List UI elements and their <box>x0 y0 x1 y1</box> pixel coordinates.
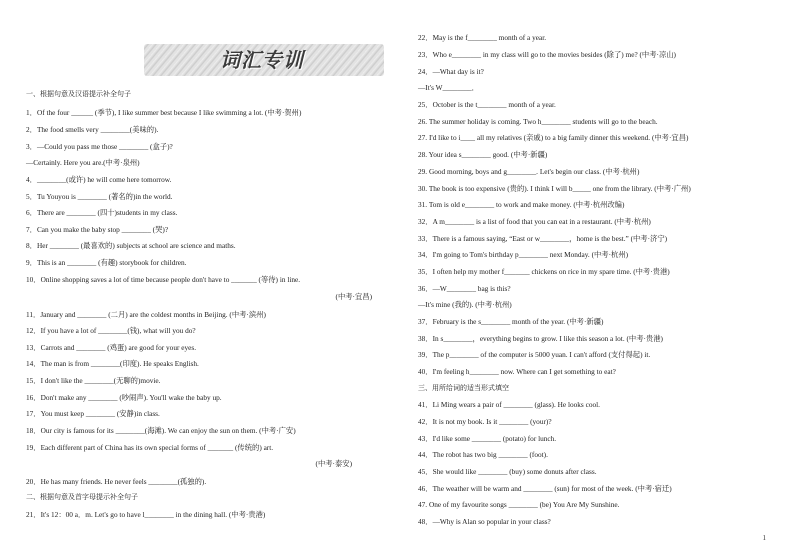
question-32: 32．A m________ is a list of food that you can eat in a restaurant. (中考·杭州) <box>418 217 651 226</box>
question-46: 46．The weather will be warm and ________ (sun) for most of the week. (中考·宿迁) <box>418 484 672 493</box>
question-47: 47. One of my favourite songs ________ (be) You Are My Sunshine. <box>418 500 620 509</box>
banner-title: 词汇专训 <box>220 48 304 72</box>
question-11: 11．January and ________ (二月) are the coldest months in Beijing. (中考·滨州) <box>26 310 266 319</box>
question-3: 3．—Could you pass me those ________ (盒子)? <box>26 142 173 151</box>
section-heading-2: 二、根据句意及首字母提示补全句子 <box>26 493 138 501</box>
question-4: 4．________(或许) he will come here tomorrow. <box>26 175 172 184</box>
question-33: 33．There is a famous saying, “East or w________，home is the best.” (中考·济宁) <box>418 234 668 243</box>
question-9: 9．This is an ________ (有趣) storybook for children. <box>26 258 187 267</box>
question-41: 41．Li Ming wears a pair of ________ (glass). He looks cool. <box>418 400 600 409</box>
question-24-answer: —It's W________． <box>418 83 479 92</box>
question-38: 38．In s________，everything begins to grow. I like this season a lot. (中考·贵港) <box>418 334 663 343</box>
question-5: 5．Tu Youyou is ________ (著名的)in the world. <box>26 192 173 201</box>
question-8: 8．Her ________ (最喜欢的) subjects at school are science and maths. <box>26 241 236 250</box>
section-heading-1: 一、根据句意及汉语提示补全句子 <box>26 90 131 98</box>
section-heading-3: 三、用所给词的适当形式填空 <box>418 384 509 392</box>
question-6: 6．There are ________ (四十)students in my class. <box>26 208 178 217</box>
question-36-answer: —It's mine (我的). (中考·杭州) <box>418 300 512 309</box>
question-20: 20．He has many friends. He never feels ________(孤独的). <box>26 477 207 486</box>
question-2: 2．The food smells very ________(美味的). <box>26 125 159 134</box>
question-3-answer: —Certainly. Here you are.(中考·泉州) <box>26 158 140 167</box>
question-10-source: (中考·宜昌) <box>335 292 372 301</box>
question-15: 15．I don't like the ________(无聊的)movie. <box>26 376 161 385</box>
question-22: 22．May is the f________ month of a year. <box>418 33 547 42</box>
question-26: 26. The summer holiday is coming. Two h________ students will go to the beach. <box>418 117 658 126</box>
question-35: 35．I often help my mother f_______ chickens on rice in my spare time. (中考·贵港) <box>418 267 670 276</box>
question-12: 12．If you have a lot of ________(钱), what will you do? <box>26 326 196 335</box>
question-37: 37．February is the s________ month of the year. (中考·新疆) <box>418 317 604 326</box>
question-44: 44．The robot has two big ________ (foot). <box>418 450 548 459</box>
question-45: 45．She would like ________ (buy) some donuts after class. <box>418 467 597 476</box>
question-29: 29. Good morning, boys and g________. Let's begin our class. (中考·杭州) <box>418 167 640 176</box>
question-23: 23．Who e________ in my class will go to the movies besides (除了) me? (中考·凉山) <box>418 50 676 59</box>
question-30: 30. The book is too expensive (贵的). I think I will b_____ one from the library. (中考·广州) <box>418 184 691 193</box>
question-17: 17．You must keep ________ (安静)in class. <box>26 409 160 418</box>
question-10: 10．Online shopping saves a lot of time because people don't have to _______ (等待) in line. <box>26 275 301 284</box>
question-43: 43．I'd like some ________ (potato) for lunch. <box>418 434 557 443</box>
question-13: 13．Carrots and ________ (鸡蛋) are good for your eyes. <box>26 343 197 352</box>
question-40: 40．I'm feeling h________ now. Where can I get something to eat? <box>418 367 616 376</box>
question-42: 42．It is not my book. Is it ________ (your)? <box>418 417 552 426</box>
question-14: 14．The man is from ________(印度). He speaks English. <box>26 359 199 368</box>
question-36: 36．—W________ bag is this? <box>418 284 511 293</box>
question-24: 24．—What day is it? <box>418 67 484 76</box>
question-39: 39．The p________ of the computer is 5000 yuan. I can't afford (支付得起) it. <box>418 350 651 359</box>
question-16: 16．Don't make any ________ (吵闹声). You'll wake the baby up. <box>26 393 222 402</box>
question-48: 48．—Why is Alan so popular in your class? <box>418 517 551 526</box>
question-34: 34．I'm going to Tom's birthday p________ next Monday. (中考·杭州) <box>418 250 629 259</box>
title-banner <box>144 38 384 82</box>
question-31: 31. Tom is old e________ to work and make money. (中考·杭州改编) <box>418 200 625 209</box>
question-7: 7．Can you make the baby stop ________ (哭)? <box>26 225 169 234</box>
question-1: 1．Of the four ______ (季节), I like summer best because I like swimming a lot. (中考·贺州) <box>26 108 302 117</box>
question-21: 21．It's 12：00 a．m. Let's go to have l________ in the dining hall. (中考·贵港) <box>26 510 266 519</box>
question-27: 27. I'd like to i____ all my relatives (亲戚) to a big family dinner this weekend. (中考·宜昌) <box>418 133 689 142</box>
question-28: 28. Your idea s________ good. (中考·新疆) <box>418 150 548 159</box>
question-19: 19．Each different part of China has its own special forms of _______ (传统的) art. <box>26 443 274 452</box>
question-19-source: (中考·泰安) <box>315 459 352 468</box>
question-25: 25．October is the t________ month of a year. <box>418 100 556 109</box>
question-18: 18．Our city is famous for its ________(海滩). We can enjoy the sun on them. (中考·广安) <box>26 426 296 435</box>
page-number: 1 <box>762 534 766 542</box>
